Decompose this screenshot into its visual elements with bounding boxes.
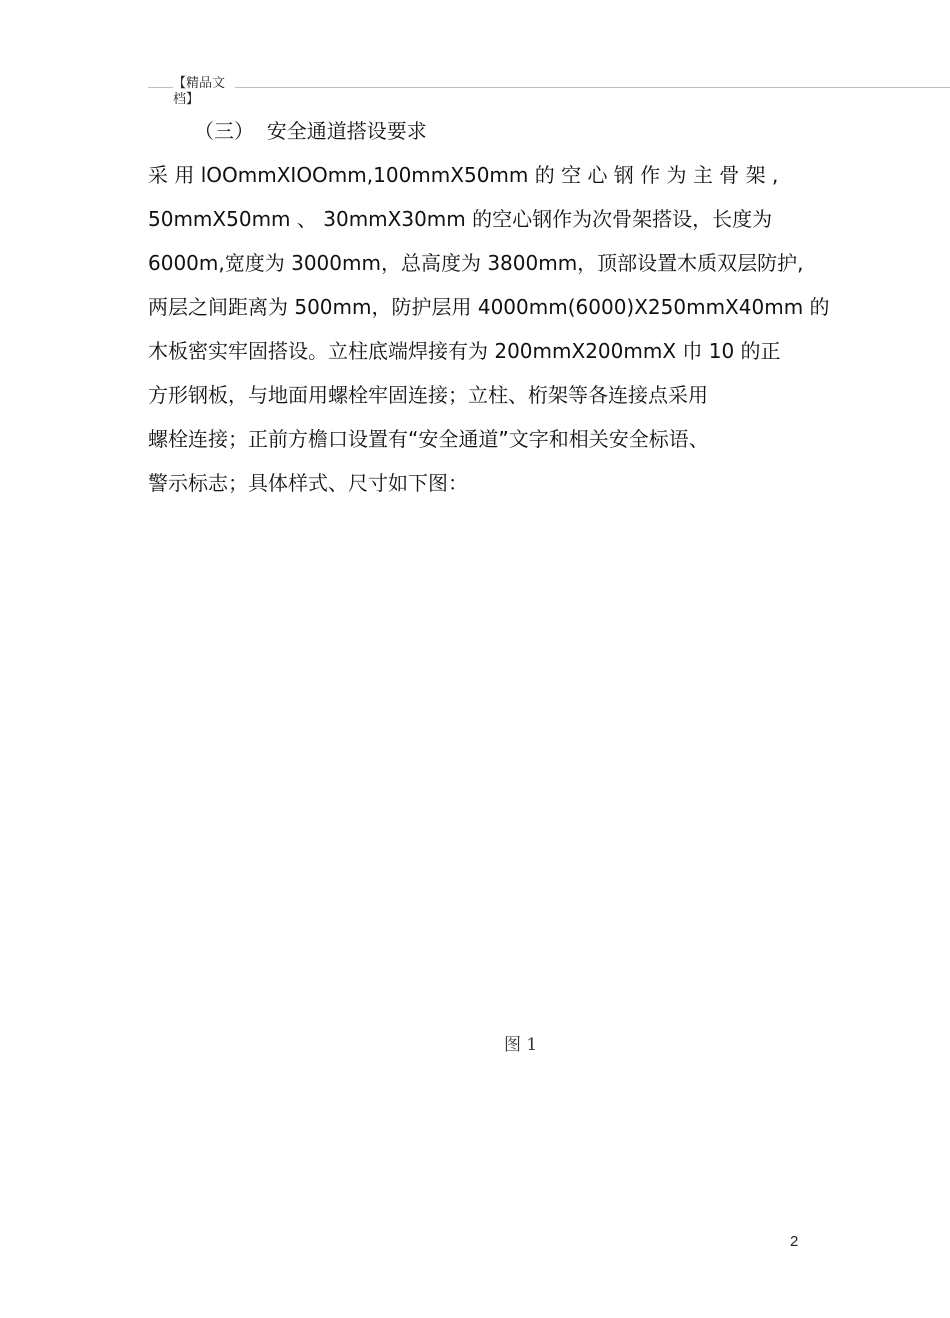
paragraph-line: 木板密实牢固搭设。立柱底端焊接有为 200mmX200mmX 巾 10 的正 [148,339,781,363]
paragraph-line: 6000m,宽度为 3000mm，总高度为 3800mm，顶部设置木质双层防护, [148,251,804,275]
header-rule [148,87,950,88]
paragraph-line: 螺栓连接；正前方檐口设置有“安全通道”文字和相关安全标语、 [148,427,709,451]
figure-placeholder [148,520,802,1020]
section-heading: （三） 安全通道搭设要求 [194,119,427,143]
figure-caption: 图 1 [504,1035,538,1055]
paragraph-line: 两层之间距离为 500mm，防护层用 4000mm(6000)X250mmX40mm 的 [148,295,830,319]
paragraph-line: 方形钢板，与地面用螺栓牢固连接；立柱、桁架等各连接点采用 [148,383,708,407]
page-number: 2 [790,1233,799,1250]
paragraph-line: 警示标志；具体样式、尺寸如下图： [148,471,468,495]
header-tag: 【精品文档】 [173,76,235,108]
paragraph-line: 采 用 lOOmmXIOOmm,100mmX50mm 的 空 心 钢 作 为 主 骨 架 , [148,163,779,187]
paragraph-line: 50mmX50mm 、 30mmX30mm 的空心钢作为次骨架搭设，长度为 [148,207,773,231]
